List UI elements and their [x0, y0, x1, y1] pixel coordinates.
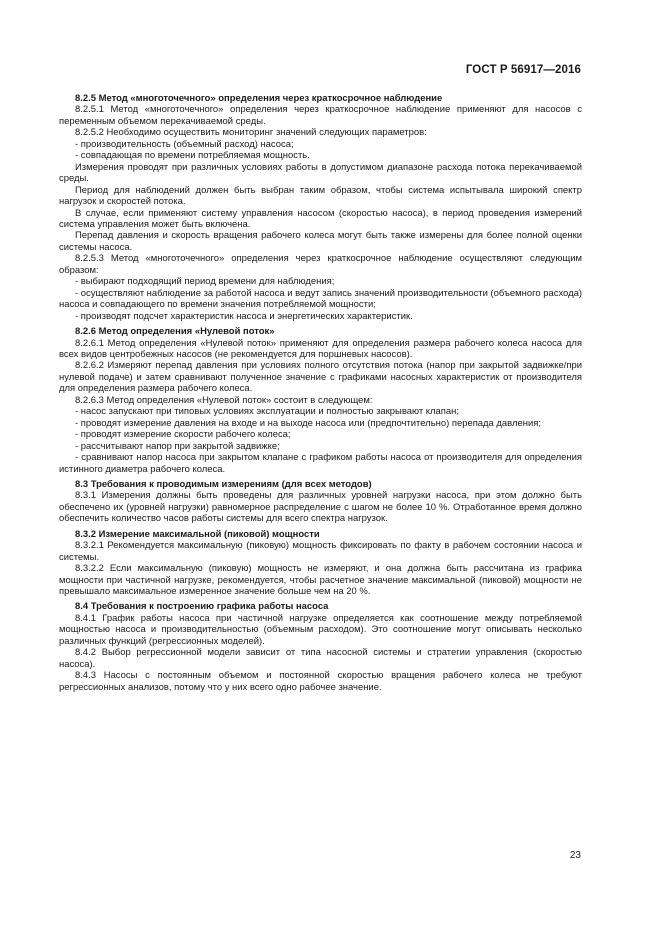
list-item: - насос запускают при типовых условиях эксплуатации и полностью закрывают клапан; — [75, 406, 459, 418]
list-item: - сравнивают напор насоса при закрытом клапане с графиком работы насоса от производителя для определения истинного диаметра рабочего колеса. — [59, 452, 582, 475]
list-item: - проводят измерение давления на входе и на выходе насоса или (предпочтительно) перепада давления; — [75, 417, 541, 429]
section-heading: 8.2.5 Метод «многоточечного» определения через краткосрочное наблюдение — [75, 93, 443, 104]
paragraph: 8.2.6.2 Измеряют перепад давления при условиях полного отсутствия потока (напор при закрытой задвижке/при нулевой подаче) и затем сравнивают полученное значение с графиками насосных характеристик от производителя для определения размера рабочего колеса. — [59, 360, 582, 395]
paragraph: 8.4.3 Насосы с постоянным объемом и постоянной скоростью вращения рабочего колеса не требуют регрессионных анализов, потому что у них всего одно рабочее значение. — [59, 670, 582, 693]
paragraph: Период для наблюдений должен быть выбран таким образом, чтобы система испытывала широкий спектр нагрузок и скоростей потока. — [59, 184, 582, 208]
section-heading: 8.2.6 Метод определения «Нулевой поток» — [75, 326, 275, 338]
paragraph: 8.2.5.3 Метод «многоточечного» определения через краткосрочное наблюдение осуществляют следующим образом: — [59, 253, 582, 276]
paragraph: В случае, если применяют систему управления насосом (скоростью насоса), в период проведения измерений система управления может быть включена. — [59, 207, 582, 230]
list-item: - производительность (объемный расход) насоса; — [75, 138, 294, 150]
document-body — [59, 93, 582, 693]
paragraph: 8.4.2 Выбор регрессионной модели зависит от типа насосной системы и стратегии управления (скоростью насоса). — [59, 647, 582, 670]
list-item: - рассчитывают напор при закрытой задвижке; — [75, 440, 280, 452]
list-item: - выбирают подходящий период времени для наблюдения; — [75, 276, 335, 288]
list-item: - совпадающая по времени потребляемая мощность. — [75, 150, 310, 162]
paragraph: Перепад давления и скорость вращения рабочего колеса могут быть также измерены для более полной оценки системы насоса. — [59, 230, 582, 253]
paragraph: Измерения проводят при различных условиях работы в допустимом диапазоне расхода потока перекачиваемой среды. — [59, 161, 582, 185]
paragraph: 8.3.2.2 Если максимальную (пиковую) мощность не измеряют, и она должна быть рассчитана из графика мощности при частичной нагрузке, рекомендуется, чтобы расчетное значение максимальной (пиковой) мощности не превышало максимальное измеренное значение больше чем на 20 %. — [59, 563, 582, 598]
paragraph: 8.2.6.1 Метод определения «Нулевой поток» применяют для определения размера рабочего колеса насоса для всех видов центробежных насосов (не рекомендуется для поршневых насосов). — [59, 337, 582, 360]
document-code: ГОСТ Р 56917—2016 — [465, 64, 581, 76]
paragraph: 8.2.5.1 Метод «многоточечного» определения через краткосрочное наблюдение применяют для насосов с переменным объемом перекачиваемой среды. — [59, 104, 582, 127]
section-heading: 8.3.2 Измерение максимальной (пиковой) мощности — [75, 528, 320, 540]
page-number: 23 — [569, 850, 581, 861]
list-item: - производят подсчет характеристик насоса и энергетических характеристик. — [75, 310, 413, 322]
paragraph: 8.4.1 График работы насоса при частичной нагрузке определяется как соотношение между потребляемой мощностью насоса и производительностью (объемным расходом). Это соотношение могут описывать несколько различных функций (регрессионных моделей). — [59, 612, 582, 647]
paragraph: 8.3.1 Измерения должны быть проведены для различных уровней нагрузки насоса, при этом должно быть обеспечено их (уровней нагрузки) равномерное распределение с шагом не более 10 %. Отработанное время должно обеспечить количество часов работы системы для всего спектра нагрузок. — [59, 490, 582, 525]
paragraph: 8.2.5.2 Необходимо осуществить мониторинг значений следующих параметров: — [75, 127, 427, 139]
section-heading: 8.3 Требования к проводимым измерениям (для всех методов) — [75, 478, 372, 490]
section-heading: 8.4 Требования к построению графика работы насоса — [75, 601, 329, 613]
list-item: - проводят измерение скорости рабочего колеса; — [75, 429, 291, 441]
list-item: - осуществляют наблюдение за работой насоса и ведут запись значений производительности (объемного расхода) насоса и совпадающего по времени значения потребляемой мощности; — [59, 287, 582, 311]
paragraph: 8.2.6.3 Метод определения «Нулевой поток» состоит в следующем: — [75, 394, 373, 406]
paragraph: 8.3.2.1 Рекомендуется максимальную (пиковую) мощность фиксировать по факту в рабочем состоянии насоса и системы. — [59, 540, 582, 563]
